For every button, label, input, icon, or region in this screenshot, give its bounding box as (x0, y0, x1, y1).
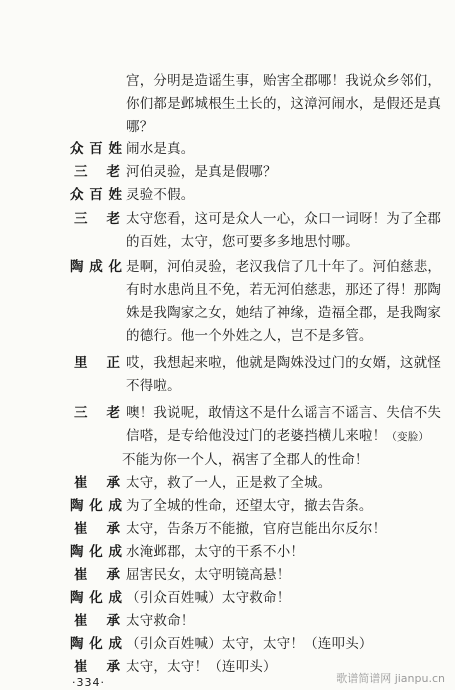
speaker-name: 陶化成 (70, 544, 122, 560)
speaker-name: 崔 承 (74, 567, 120, 583)
speech-line: 为了全城的性命，还望太守，撤去告条。 (126, 498, 373, 514)
speech-lines (126, 138, 446, 161)
speaker-name: 三 老 (74, 164, 120, 180)
speech-lines (126, 518, 446, 541)
speech-lines (126, 541, 446, 564)
speech-fragment: 信嗒，是专给他没过门的老婆挡横儿来啦！ (126, 428, 387, 444)
stage-direction: （变脸） (386, 431, 430, 443)
speech-line: 的百姓，太守，您可要多多地思忖哪。 (126, 234, 359, 250)
speaker-name: 三 老 (74, 211, 120, 227)
speaker-name: 陶化成 (70, 590, 122, 606)
speaker-name: 陶化成 (70, 636, 122, 652)
watermark: 歌谱简谱网 jianpu.cn (336, 672, 445, 685)
speech-lines (126, 161, 446, 184)
speech-line: （引众百姓喊）太守，太守！（连叩头） (126, 636, 373, 652)
speech-line: 哎，我想起来啦，他就是陶姝没过门的女婿，这就怪 (126, 355, 442, 371)
speech-lines (126, 208, 446, 254)
speaker-name: 崔 承 (74, 659, 120, 675)
speech-line: 是啊，河伯灵验，老汉我信了几十年了。河伯慈悲， (126, 259, 442, 275)
speech-line: 不得啦。 (126, 378, 181, 394)
speech-lines (126, 184, 446, 207)
speaker-name: 崔 承 (74, 521, 120, 537)
speech-line: 的德行。他一个外姓之人，岂不是多管。 (126, 328, 373, 344)
speech-line: 有时水患尚且不免，若无河伯慈悲，那还了得！那陶 (126, 282, 442, 298)
page-number: ·334· (72, 676, 105, 689)
speech-line: 不能为你一个人，祸害了全郡人的性命！ (122, 452, 369, 468)
speaker-name: 崔 承 (74, 613, 120, 629)
speech-lines (122, 402, 446, 472)
speaker-name: 陶成化 (70, 259, 122, 275)
speech-line: 水淹邺郡，太守的干系不小！ (126, 544, 305, 560)
speaker-name: 陶化成 (70, 498, 122, 514)
text-line: 哪？ (126, 119, 154, 135)
speech-line (126, 425, 446, 449)
speech-line: 河伯灵验，是真是假哪？ (126, 164, 277, 180)
speech-line: （引众百姓喊）太守救命！ (126, 590, 291, 606)
speaker-name: 三 老 (74, 405, 120, 421)
speech-line: 太守救命！ (126, 613, 195, 629)
speech-line: 闹水是真。 (126, 141, 195, 157)
speech-lines (126, 633, 446, 656)
speaker-name: 众百姓 (70, 141, 122, 157)
speech-line: 噢！我说呢，敢情这不是什么谣言不谣言、失信不失 (126, 405, 442, 421)
text-line: 你们都是邺城根生土长的，这漳河闹水，是假还是真 (126, 96, 442, 112)
speaker-name: 众百姓 (70, 187, 122, 203)
speech-line: 太守，告条万不能撤，官府岂能出尔反尔！ (126, 521, 387, 537)
text-line: 宫，分明是造谣生事，贻害全郡哪！我说众乡邻们， (126, 73, 442, 89)
speech-lines (126, 472, 446, 495)
speech-line: 太守，救了一人，正是救了全城。 (126, 475, 332, 491)
speech-line: 灵验不假。 (126, 187, 195, 203)
speech-line: 太守，太守！（连叩头） (126, 659, 277, 675)
speaker-name: 崔 承 (74, 475, 120, 491)
speaker-name: 里 正 (74, 355, 120, 371)
speech-lines (126, 587, 446, 610)
speech-line: 屈害民女，太守明镜高悬！ (126, 567, 291, 583)
speech-line: 太守您看，这可是众人一心，众口一词呀！为了全郡 (126, 211, 442, 227)
speech-line: 姝是我陶家之女，她结了神缘，造福全郡，是我陶家 (126, 305, 442, 321)
speech-lines (126, 610, 446, 633)
speech-lines (126, 352, 446, 398)
speech-lines (126, 256, 446, 348)
continuation-text (126, 70, 446, 139)
speech-lines (126, 564, 446, 587)
speech-lines (126, 495, 446, 518)
